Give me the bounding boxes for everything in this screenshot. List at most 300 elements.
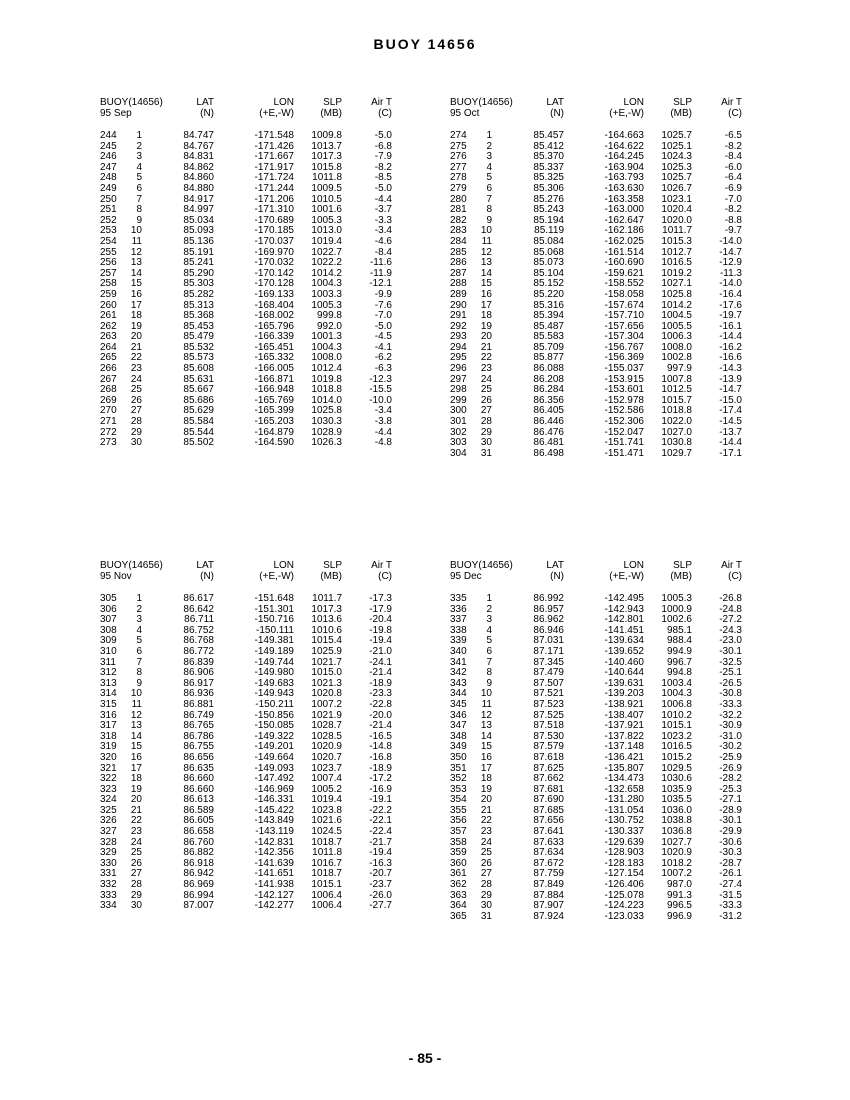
lat-cell: 85.544 bbox=[183, 426, 214, 438]
air-temp-cell: -16.6 bbox=[719, 352, 742, 364]
day-of-year-cell: 339 bbox=[450, 635, 467, 647]
day-cell: 5 bbox=[136, 172, 142, 184]
day-of-year-cell: 307 bbox=[100, 614, 117, 626]
day-cell: 2 bbox=[136, 140, 142, 152]
lat-cell: 85.220 bbox=[533, 288, 564, 300]
day-of-year-cell: 333 bbox=[100, 889, 117, 901]
lon-cell: -149.980 bbox=[254, 667, 294, 679]
slp-cell: 1035.9 bbox=[661, 783, 692, 795]
slp-cell: 1007.2 bbox=[661, 868, 692, 880]
lon-cell: -157.304 bbox=[604, 331, 644, 343]
lat-cell: 85.583 bbox=[533, 331, 564, 343]
lat-cell: 87.171 bbox=[533, 645, 564, 657]
day-cell: 9 bbox=[486, 214, 492, 226]
day-of-year-cell: 246 bbox=[100, 151, 117, 163]
day-cell: 14 bbox=[130, 730, 142, 742]
lon-cell: -135.807 bbox=[604, 762, 644, 774]
day-cell: 24 bbox=[480, 836, 492, 848]
day-of-year-cell: 303 bbox=[450, 437, 467, 449]
lat-cell: 85.073 bbox=[533, 257, 564, 269]
slp-cell: 1026.7 bbox=[661, 182, 692, 194]
air-temp-cell: -19.8 bbox=[369, 624, 392, 636]
lon-cell: -146.969 bbox=[254, 783, 294, 795]
lon-cell: -142.943 bbox=[604, 603, 644, 615]
day-of-year-cell: 286 bbox=[450, 257, 467, 269]
lon-cell: -151.301 bbox=[254, 603, 294, 615]
day-cell: 12 bbox=[130, 709, 142, 721]
air-temp-cell: -22.8 bbox=[369, 698, 392, 710]
lat-cell: 85.194 bbox=[533, 214, 564, 226]
lon-cell: -143.119 bbox=[255, 826, 294, 838]
lon-cell: -157.710 bbox=[604, 310, 644, 322]
lon-cell: -147.492 bbox=[254, 773, 294, 785]
day-of-year-cell: 355 bbox=[450, 804, 467, 816]
slp-cell: 1003.3 bbox=[311, 288, 342, 300]
lon-cell: -139.203 bbox=[604, 688, 644, 700]
lon-cell: -142.495 bbox=[604, 593, 644, 604]
day-cell: 13 bbox=[130, 257, 142, 269]
slp-cell: 1025.8 bbox=[661, 288, 692, 300]
day-of-year-cell: 285 bbox=[450, 246, 467, 258]
lon-cell: -131.054 bbox=[604, 804, 644, 816]
day-cell: 5 bbox=[486, 635, 492, 647]
day-cell: 14 bbox=[480, 730, 492, 742]
lon-cell: -138.921 bbox=[604, 698, 644, 710]
air-temp-cell: -17.4 bbox=[719, 405, 742, 417]
day-cell: 4 bbox=[136, 624, 142, 636]
day-of-year-cell: 325 bbox=[100, 804, 117, 816]
day-of-year-cell: 347 bbox=[450, 720, 467, 732]
slp-cell: 1015.1 bbox=[661, 720, 692, 732]
day-cell: 11 bbox=[131, 235, 142, 247]
lat-cell: 86.284 bbox=[533, 384, 564, 396]
day-cell: 7 bbox=[486, 193, 492, 205]
lat-cell: 85.316 bbox=[533, 299, 564, 311]
lat-cell: 86.660 bbox=[183, 783, 214, 795]
day-cell: 25 bbox=[130, 384, 142, 396]
day-cell: 1 bbox=[136, 593, 142, 604]
day-of-year-cell: 292 bbox=[450, 320, 467, 332]
day-of-year-cell: 335 bbox=[450, 593, 467, 604]
day-cell: 14 bbox=[480, 267, 492, 279]
lat-cell: 87.662 bbox=[533, 773, 564, 785]
air-temp-cell: -14.7 bbox=[719, 384, 742, 396]
day-cell: 18 bbox=[130, 773, 142, 785]
lon-cell: -149.322 bbox=[254, 730, 294, 742]
slp-unit: (MB) bbox=[670, 108, 692, 119]
lat-cell: 87.759 bbox=[533, 868, 564, 880]
lon-cell: -145.422 bbox=[254, 804, 294, 816]
slp-cell: 1004.3 bbox=[311, 278, 342, 290]
day-of-year-cell: 259 bbox=[100, 288, 117, 300]
air-temp-cell: -11.3 bbox=[719, 267, 742, 279]
air-temp-cell: -14.4 bbox=[719, 437, 742, 449]
day-cell: 23 bbox=[130, 826, 142, 838]
day-of-year-cell: 284 bbox=[450, 235, 467, 247]
air-temp-cell: -22.2 bbox=[369, 804, 392, 816]
lat-cell: 86.942 bbox=[183, 868, 214, 880]
air-temp-cell: -4.6 bbox=[374, 235, 392, 247]
slp-cell: 1023.1 bbox=[661, 193, 692, 205]
day-of-year-cell: 326 bbox=[100, 815, 117, 827]
air-temp-cell: -6.4 bbox=[724, 172, 742, 184]
day-cell: 30 bbox=[480, 900, 492, 912]
day-of-year-cell: 348 bbox=[450, 730, 467, 742]
slp-cell: 1025.8 bbox=[311, 405, 342, 417]
lat-cell: 86.936 bbox=[183, 688, 214, 700]
lat-cell: 85.532 bbox=[183, 341, 214, 353]
day-cell: 26 bbox=[130, 857, 142, 869]
day-of-year-cell: 358 bbox=[450, 836, 467, 848]
day-cell: 14 bbox=[130, 267, 142, 279]
lat-cell: 84.917 bbox=[183, 193, 214, 205]
lat-header: LAT bbox=[546, 97, 564, 108]
day-of-year-cell: 364 bbox=[450, 900, 467, 912]
air-temp-cell: -9.9 bbox=[374, 288, 392, 300]
air-temp-cell: -6.8 bbox=[374, 140, 392, 152]
day-cell: 19 bbox=[130, 320, 142, 332]
slp-cell: 1024.3 bbox=[661, 151, 692, 163]
day-cell: 17 bbox=[480, 299, 492, 311]
day-cell: 6 bbox=[136, 182, 142, 194]
day-of-year-cell: 276 bbox=[450, 151, 467, 163]
air-temp-cell: -4.8 bbox=[374, 437, 392, 449]
slp-cell: 1015.1 bbox=[311, 879, 342, 891]
day-of-year-cell: 275 bbox=[450, 140, 467, 152]
day-of-year-cell: 334 bbox=[100, 900, 117, 912]
air-temp-cell: -12.3 bbox=[369, 373, 392, 385]
day-cell: 21 bbox=[480, 341, 492, 353]
lon-unit: (+E,-W) bbox=[259, 108, 294, 119]
lat-cell: 85.152 bbox=[533, 278, 564, 290]
slp-cell: 987.0 bbox=[666, 879, 692, 891]
buoy-label: BUOY(14656) bbox=[100, 560, 163, 571]
day-cell: 1 bbox=[486, 130, 492, 141]
day-of-year-cell: 256 bbox=[100, 257, 117, 269]
day-cell: 28 bbox=[480, 879, 492, 891]
slp-cell: 1027.7 bbox=[661, 836, 692, 848]
day-of-year-cell: 258 bbox=[100, 278, 117, 290]
lon-cell: -137.822 bbox=[604, 730, 644, 742]
lat-cell: 85.686 bbox=[183, 394, 214, 406]
day-of-year-cell: 306 bbox=[100, 603, 117, 615]
day-cell: 12 bbox=[480, 709, 492, 721]
slp-header: SLP bbox=[323, 97, 342, 108]
air-temp-unit: (C) bbox=[378, 571, 392, 582]
day-of-year-cell: 316 bbox=[100, 709, 117, 721]
slp-cell: 1023.7 bbox=[311, 762, 342, 774]
air-temp-cell: -6.5 bbox=[724, 130, 742, 141]
day-of-year-cell: 279 bbox=[450, 182, 467, 194]
lat-cell: 86.605 bbox=[183, 815, 214, 827]
slp-cell: 1020.8 bbox=[311, 688, 342, 700]
day-cell: 7 bbox=[136, 656, 142, 668]
lon-cell: -157.656 bbox=[604, 320, 644, 332]
lon-header: LON bbox=[623, 560, 644, 571]
lat-cell: 87.907 bbox=[533, 900, 564, 912]
air-temp-cell: -22.1 bbox=[369, 815, 392, 827]
slp-cell: 992.0 bbox=[316, 320, 342, 332]
day-of-year-cell: 291 bbox=[450, 310, 467, 322]
lon-cell: -155.037 bbox=[604, 363, 644, 375]
lon-cell: -152.306 bbox=[604, 416, 644, 428]
lon-cell: -149.093 bbox=[254, 762, 294, 774]
lon-cell: -153.601 bbox=[604, 384, 644, 396]
slp-cell: 1027.1 bbox=[661, 278, 692, 290]
day-of-year-cell: 332 bbox=[100, 879, 117, 891]
lat-cell: 85.709 bbox=[533, 341, 564, 353]
lon-header: LON bbox=[273, 97, 294, 108]
air-temp-cell: -26.1 bbox=[719, 868, 742, 880]
slp-cell: 1015.2 bbox=[661, 751, 692, 763]
day-cell: 3 bbox=[486, 614, 492, 626]
day-cell: 21 bbox=[130, 804, 142, 816]
slp-cell: 1029.5 bbox=[661, 762, 692, 774]
air-temp-cell: -21.0 bbox=[369, 645, 392, 657]
slp-cell: 1015.8 bbox=[311, 161, 342, 173]
day-of-year-cell: 360 bbox=[450, 857, 467, 869]
lat-cell: 85.136 bbox=[183, 235, 214, 247]
lat-cell: 85.243 bbox=[533, 204, 564, 216]
day-cell: 5 bbox=[486, 172, 492, 184]
slp-cell: 1023.8 bbox=[311, 804, 342, 816]
day-cell: 3 bbox=[486, 151, 492, 163]
slp-cell: 1004.3 bbox=[661, 688, 692, 700]
air-temp-cell: -8.4 bbox=[724, 151, 742, 163]
day-cell: 22 bbox=[130, 815, 142, 827]
slp-cell: 1005.3 bbox=[311, 214, 342, 226]
lat-cell: 85.306 bbox=[533, 182, 564, 194]
slp-cell: 991.3 bbox=[666, 889, 692, 901]
lon-cell: -162.186 bbox=[604, 225, 644, 237]
day-cell: 4 bbox=[486, 161, 492, 173]
day-cell: 21 bbox=[480, 804, 492, 816]
air-temp-cell: -20.4 bbox=[369, 614, 392, 626]
slp-cell: 1021.7 bbox=[311, 656, 342, 668]
air-temp-cell: -28.7 bbox=[719, 857, 742, 869]
lon-cell: -162.025 bbox=[604, 235, 644, 247]
slp-cell: 1011.7 bbox=[312, 593, 342, 604]
slp-cell: 1015.4 bbox=[311, 635, 342, 647]
lon-cell: -162.647 bbox=[604, 214, 644, 226]
slp-header: SLP bbox=[673, 97, 692, 108]
slp-cell: 1030.8 bbox=[661, 437, 692, 449]
lon-cell: -160.690 bbox=[604, 257, 644, 269]
lon-cell: -139.631 bbox=[604, 677, 644, 689]
lat-cell: 87.625 bbox=[533, 762, 564, 774]
day-cell: 8 bbox=[486, 204, 492, 216]
day-of-year-cell: 312 bbox=[100, 667, 117, 679]
lon-cell: -164.245 bbox=[604, 151, 644, 163]
lat-cell: 86.617 bbox=[183, 593, 214, 604]
lon-cell: -151.741 bbox=[604, 437, 644, 449]
buoy-label: BUOY(14656) bbox=[450, 97, 513, 108]
day-of-year-cell: 359 bbox=[450, 847, 467, 859]
air-temp-cell: -16.1 bbox=[719, 320, 742, 332]
air-temp-unit: (C) bbox=[728, 571, 742, 582]
slp-cell: 1022.0 bbox=[661, 416, 692, 428]
slp-cell: 1017.3 bbox=[311, 151, 342, 163]
air-temp-cell: -20.0 bbox=[369, 709, 392, 721]
lon-cell: -171.667 bbox=[254, 151, 294, 163]
day-cell: 26 bbox=[130, 394, 142, 406]
day-of-year-cell: 314 bbox=[100, 688, 117, 700]
air-temp-cell: -6.9 bbox=[724, 182, 742, 194]
day-of-year-cell: 304 bbox=[450, 447, 467, 459]
lat-cell: 84.767 bbox=[183, 140, 214, 152]
lat-cell: 86.711 bbox=[184, 614, 214, 626]
slp-cell: 996.5 bbox=[666, 900, 692, 912]
lat-cell: 85.368 bbox=[183, 310, 214, 322]
lat-cell: 85.412 bbox=[533, 140, 564, 152]
day-of-year-cell: 295 bbox=[450, 352, 467, 364]
slp-cell: 1016.7 bbox=[311, 857, 342, 869]
day-cell: 17 bbox=[480, 762, 492, 774]
lat-cell: 85.084 bbox=[533, 235, 564, 247]
slp-cell: 1009.8 bbox=[311, 130, 342, 141]
air-temp-cell: -27.1 bbox=[719, 794, 742, 806]
air-temp-cell: -13.9 bbox=[719, 373, 742, 385]
day-of-year-cell: 298 bbox=[450, 384, 467, 396]
day-of-year-cell: 266 bbox=[100, 363, 117, 375]
slp-cell: 1011.7 bbox=[662, 225, 692, 237]
lon-cell: -163.358 bbox=[604, 193, 644, 205]
lon-cell: -163.904 bbox=[604, 161, 644, 173]
air-temp-cell: -23.7 bbox=[369, 879, 392, 891]
air-temp-header: Air T bbox=[721, 560, 742, 571]
day-cell: 28 bbox=[480, 416, 492, 428]
slp-cell: 1016.5 bbox=[661, 741, 692, 753]
day-of-year-cell: 308 bbox=[100, 624, 117, 636]
air-temp-cell: -7.6 bbox=[374, 299, 392, 311]
air-temp-cell: -6.0 bbox=[724, 161, 742, 173]
lon-cell: -171.426 bbox=[254, 140, 294, 152]
lon-cell: -131.280 bbox=[604, 794, 644, 806]
air-temp-cell: -23.3 bbox=[369, 688, 392, 700]
lat-cell: 85.191 bbox=[183, 246, 214, 258]
slp-cell: 1015.3 bbox=[661, 235, 692, 247]
slp-cell: 994.9 bbox=[666, 645, 692, 657]
slp-cell: 1018.7 bbox=[311, 836, 342, 848]
slp-cell: 1012.7 bbox=[661, 246, 692, 258]
air-temp-cell: -5.0 bbox=[374, 320, 392, 332]
slp-cell: 1010.6 bbox=[311, 624, 342, 636]
month-label: 95 Sep bbox=[100, 108, 132, 119]
day-cell: 6 bbox=[136, 645, 142, 657]
lon-cell: -139.652 bbox=[604, 645, 644, 657]
lat-cell: 86.658 bbox=[183, 826, 214, 838]
lat-cell: 86.918 bbox=[183, 857, 214, 869]
day-of-year-cell: 345 bbox=[450, 698, 467, 710]
day-cell: 4 bbox=[136, 161, 142, 173]
air-temp-header: Air T bbox=[371, 97, 392, 108]
day-cell: 27 bbox=[130, 868, 142, 880]
day-of-year-cell: 328 bbox=[100, 836, 117, 848]
day-cell: 18 bbox=[480, 773, 492, 785]
lat-cell: 87.681 bbox=[533, 783, 564, 795]
lon-unit: (+E,-W) bbox=[609, 571, 644, 582]
lat-cell: 85.093 bbox=[183, 225, 214, 237]
lat-cell: 85.479 bbox=[183, 331, 214, 343]
air-temp-cell: -8.5 bbox=[374, 172, 392, 184]
lat-cell: 86.088 bbox=[533, 363, 564, 375]
day-cell: 24 bbox=[130, 836, 142, 848]
day-of-year-cell: 322 bbox=[100, 773, 117, 785]
lon-cell: -169.133 bbox=[254, 288, 294, 300]
lon-cell: -158.552 bbox=[604, 278, 644, 290]
day-of-year-cell: 353 bbox=[450, 783, 467, 795]
lon-cell: -163.000 bbox=[604, 204, 644, 216]
slp-cell: 1005.2 bbox=[311, 783, 342, 795]
slp-cell: 1036.8 bbox=[661, 826, 692, 838]
day-of-year-cell: 282 bbox=[450, 214, 467, 226]
lon-cell: -141.639 bbox=[254, 857, 294, 869]
lat-cell: 85.119 bbox=[534, 225, 564, 237]
day-of-year-cell: 302 bbox=[450, 426, 467, 438]
lon-cell: -170.037 bbox=[254, 235, 294, 247]
air-temp-cell: -4.4 bbox=[374, 426, 392, 438]
slp-cell: 1004.3 bbox=[311, 341, 342, 353]
air-temp-cell: -23.0 bbox=[719, 635, 742, 647]
lat-cell: 85.325 bbox=[533, 172, 564, 184]
lon-cell: -149.943 bbox=[254, 688, 294, 700]
lat-cell: 87.007 bbox=[183, 900, 214, 912]
day-of-year-cell: 329 bbox=[100, 847, 117, 859]
slp-cell: 1019.4 bbox=[311, 794, 342, 806]
lat-header: LAT bbox=[546, 560, 564, 571]
day-cell: 1 bbox=[136, 130, 142, 141]
day-of-year-cell: 357 bbox=[450, 826, 467, 838]
air-temp-cell: -17.6 bbox=[719, 299, 742, 311]
day-cell: 30 bbox=[130, 437, 142, 449]
air-temp-cell: -24.1 bbox=[369, 656, 392, 668]
lat-cell: 87.618 bbox=[533, 751, 564, 763]
day-of-year-cell: 324 bbox=[100, 794, 117, 806]
lat-cell: 87.685 bbox=[533, 804, 564, 816]
lon-cell: -149.201 bbox=[254, 741, 294, 753]
slp-cell: 1018.7 bbox=[311, 868, 342, 880]
day-of-year-cell: 317 bbox=[100, 720, 117, 732]
lon-cell: -171.206 bbox=[254, 193, 294, 205]
day-cell: 20 bbox=[480, 794, 492, 806]
slp-cell: 988.4 bbox=[666, 635, 692, 647]
air-temp-cell: -14.5 bbox=[719, 416, 742, 428]
day-cell: 2 bbox=[486, 603, 492, 615]
day-cell: 20 bbox=[130, 794, 142, 806]
slp-cell: 1013.0 bbox=[311, 225, 342, 237]
slp-cell: 1038.8 bbox=[661, 815, 692, 827]
air-temp-cell: -13.7 bbox=[719, 426, 742, 438]
lat-cell: 87.672 bbox=[533, 857, 564, 869]
air-temp-cell: -31.0 bbox=[719, 730, 742, 742]
day-cell: 25 bbox=[130, 847, 142, 859]
air-temp-cell: -29.9 bbox=[719, 826, 742, 838]
slp-cell: 1020.9 bbox=[661, 847, 692, 859]
lat-cell: 87.641 bbox=[533, 826, 564, 838]
day-cell: 15 bbox=[480, 278, 492, 290]
slp-cell: 1007.8 bbox=[661, 373, 692, 385]
lat-cell: 86.755 bbox=[183, 741, 214, 753]
day-cell: 24 bbox=[480, 373, 492, 385]
lat-cell: 87.924 bbox=[533, 910, 564, 922]
lon-cell: -171.724 bbox=[254, 172, 294, 184]
lon-cell: -152.978 bbox=[604, 394, 644, 406]
day-of-year-cell: 283 bbox=[450, 225, 467, 237]
lat-cell: 86.589 bbox=[183, 804, 214, 816]
lon-cell: -150.856 bbox=[254, 709, 294, 721]
month-label: 95 Oct bbox=[450, 108, 480, 119]
lat-cell: 85.457 bbox=[533, 130, 564, 141]
